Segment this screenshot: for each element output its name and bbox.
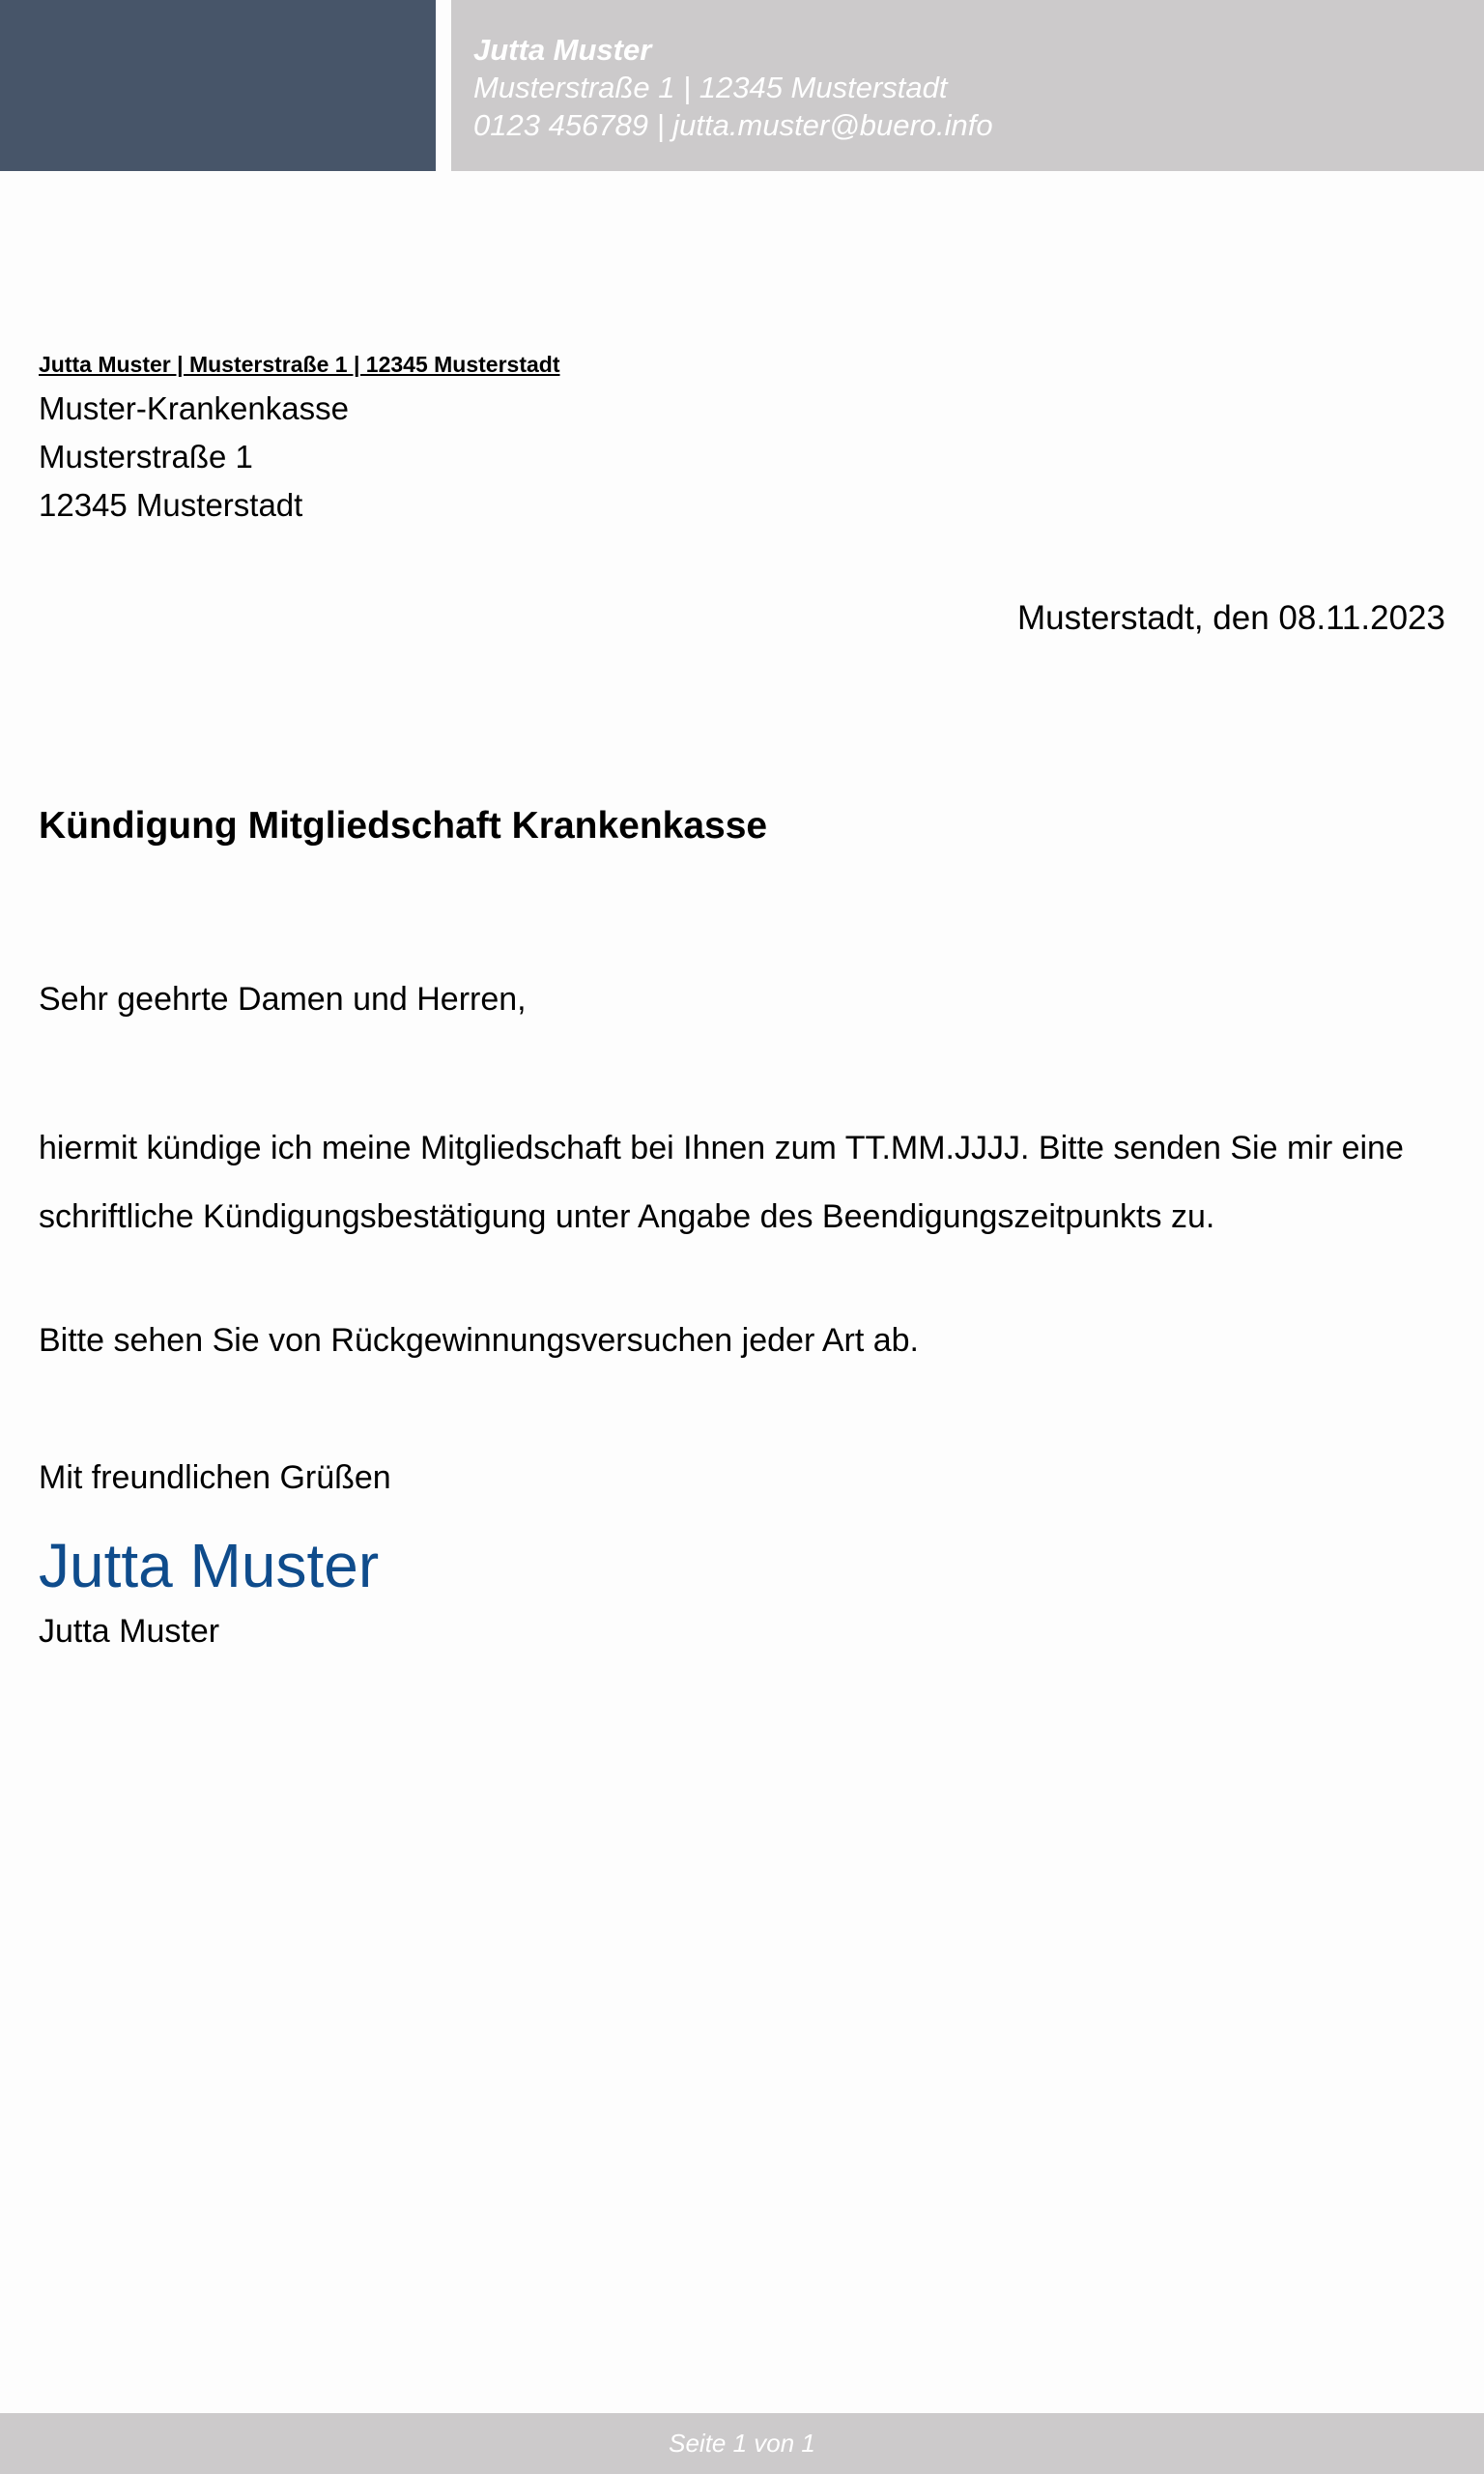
closing: Mit freundlichen Grüßen	[39, 1459, 391, 1496]
sender-return-address: Jutta Muster | Musterstraße 1 | 12345 Musterstadt	[39, 352, 560, 377]
signer-name: Jutta Muster	[39, 1613, 220, 1650]
signature: Jutta Muster	[39, 1531, 380, 1600]
recipient-city: 12345 Musterstadt	[39, 487, 303, 523]
recipient-street: Musterstraße 1	[39, 439, 253, 475]
letter-subject: Kündigung Mitgliedschaft Krankenkasse	[39, 805, 768, 847]
page-number-label: Seite 1 von 1	[669, 2429, 815, 2458]
page-footer	[0, 2413, 1484, 2474]
header-accent-block	[0, 0, 436, 171]
letter-date: Musterstadt, den 08.11.2023	[1017, 599, 1445, 637]
header-contact-band	[451, 0, 1484, 171]
header-name: Jutta Muster	[473, 33, 652, 67]
header-contact-line: 0123 456789 | jutta.muster@buero.info	[473, 108, 993, 142]
recipient-name: Muster-Krankenkasse	[39, 390, 349, 426]
body-paragraph-2: Bitte sehen Sie von Rückgewinnungsversuchen jeder Art ab.	[39, 1322, 919, 1359]
header-address: Musterstraße 1 | 12345 Musterstadt	[473, 71, 948, 104]
salutation: Sehr geehrte Damen und Herren,	[39, 981, 527, 1018]
recipient-address	[39, 385, 349, 530]
body-paragraph-1: hiermit kündige ich meine Mitgliedschaft bei Ihnen zum TT.MM.JJJJ. Bitte senden Sie mir eine schriftliche Kündigungsbestätigung unter Angabe des Beendigungszeitpunkts zu.	[39, 1130, 1404, 1235]
